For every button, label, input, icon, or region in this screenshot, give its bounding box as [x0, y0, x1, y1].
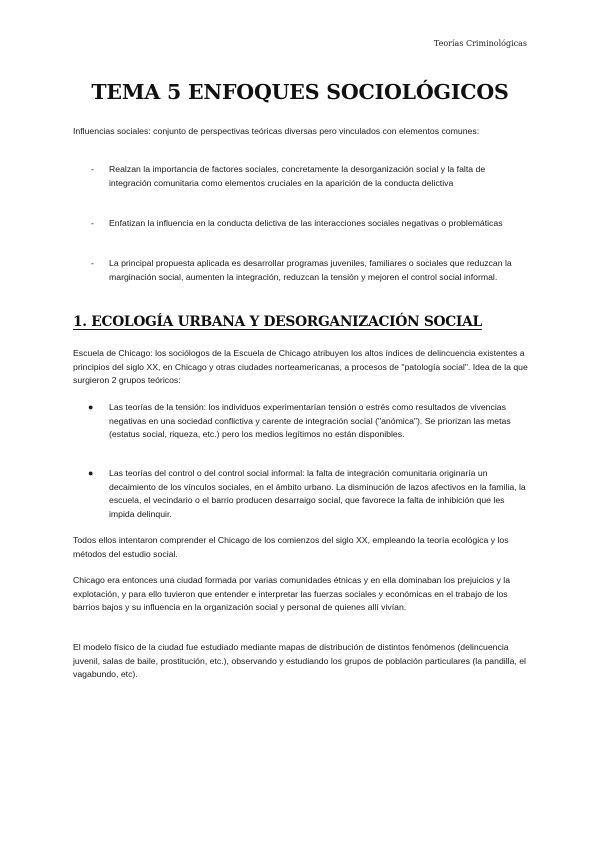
section-paragraph: El modelo físico de la ciudad fue estudiado mediante mapas de distribución de distintos fenómenos (delincuencia juvenil, salas de baile, prostitución, etc.), observando y estudiando los grupos de población particulares (la pandilla, el vagabundo, etc). — [73, 642, 526, 679]
bullet-marker: ● — [88, 402, 94, 412]
bullet-marker: ● — [88, 468, 94, 478]
bullet-item: Las teorías del control o del control social informal: la falta de integración comunitaria originaría un decaimiento de los vínculos sociales, en el ámbito urbano. La disminución de lazos afectivos en la familia, la escuela, el vecindario o el barrio producen desarraigo social, que favorece la falta de inhibición que les impida delinquir. — [109, 468, 526, 519]
intro-paragraph: Influencias sociales: conjunto de perspectivas teóricas diversas pero vinculados con elementos comunes: — [73, 126, 480, 136]
bullet-item: Las teorías de la tensión: los individuos experimentarían tensión o estrés como resultados de vivencias negativas en una sociedad conflictiva y carente de integración social ("anómica"). Se priorizan las metas (estatus social, riqueza, etc.) pero los medios legítimos no están disponibles. — [109, 402, 511, 439]
list-marker: - — [91, 258, 94, 268]
list-item: La principal propuesta aplicada es desarrollar programas juveniles, familiares o sociales que reduzcan la marginación social, aumenten la integración, reduzcan la tensión y mejoren el control social informal. — [109, 258, 512, 282]
section-paragraph: Chicago era entonces una ciudad formada por varias comunidades étnicas y en ella dominaban los prejuicios y la explotación, y para ello tuvieron que entender e interpretar las fuerzas sociales y económicas en el trabajo de los barrios bajos y su influencia en la organización social y personal de quienes allí vivían. — [73, 575, 511, 612]
section-paragraph: Todos ellos intentaron comprender el Chicago de los comienzos del siglo XX, empleando la teoría ecológica y los métodos del estudio social. — [73, 535, 509, 559]
section-paragraph: Escuela de Chicago: los sociólogos de la Escuela de Chicago atribuyen los altos índices de delincuencia existentes a principios del siglo XX, en Chicago y otras ciudades norteamericanas, a procesos de "patología social". Idea de la que surgieron 2 grupos teóricos: — [73, 348, 528, 385]
list-marker: - — [91, 218, 94, 228]
list-marker: - — [91, 164, 94, 174]
list-item: Enfatizan la influencia en la conducta delictiva de las interacciones sociales negativas o problemáticas — [109, 218, 503, 228]
page-header: Teorías Criminológicas — [433, 39, 527, 48]
page-title: TEMA 5 ENFOQUES SOCIOLÓGICOS — [91, 80, 509, 104]
list-item: Realzan la importancia de factores sociales, concretamente la desorganización social y la falta de integración comunitaria como elementos cruciales en la aparición de la conducta delictiva — [109, 164, 486, 188]
section-heading: 1. ECOLOGÍA URBANA Y DESORGANIZACIÓN SOCIAL — [73, 314, 482, 330]
